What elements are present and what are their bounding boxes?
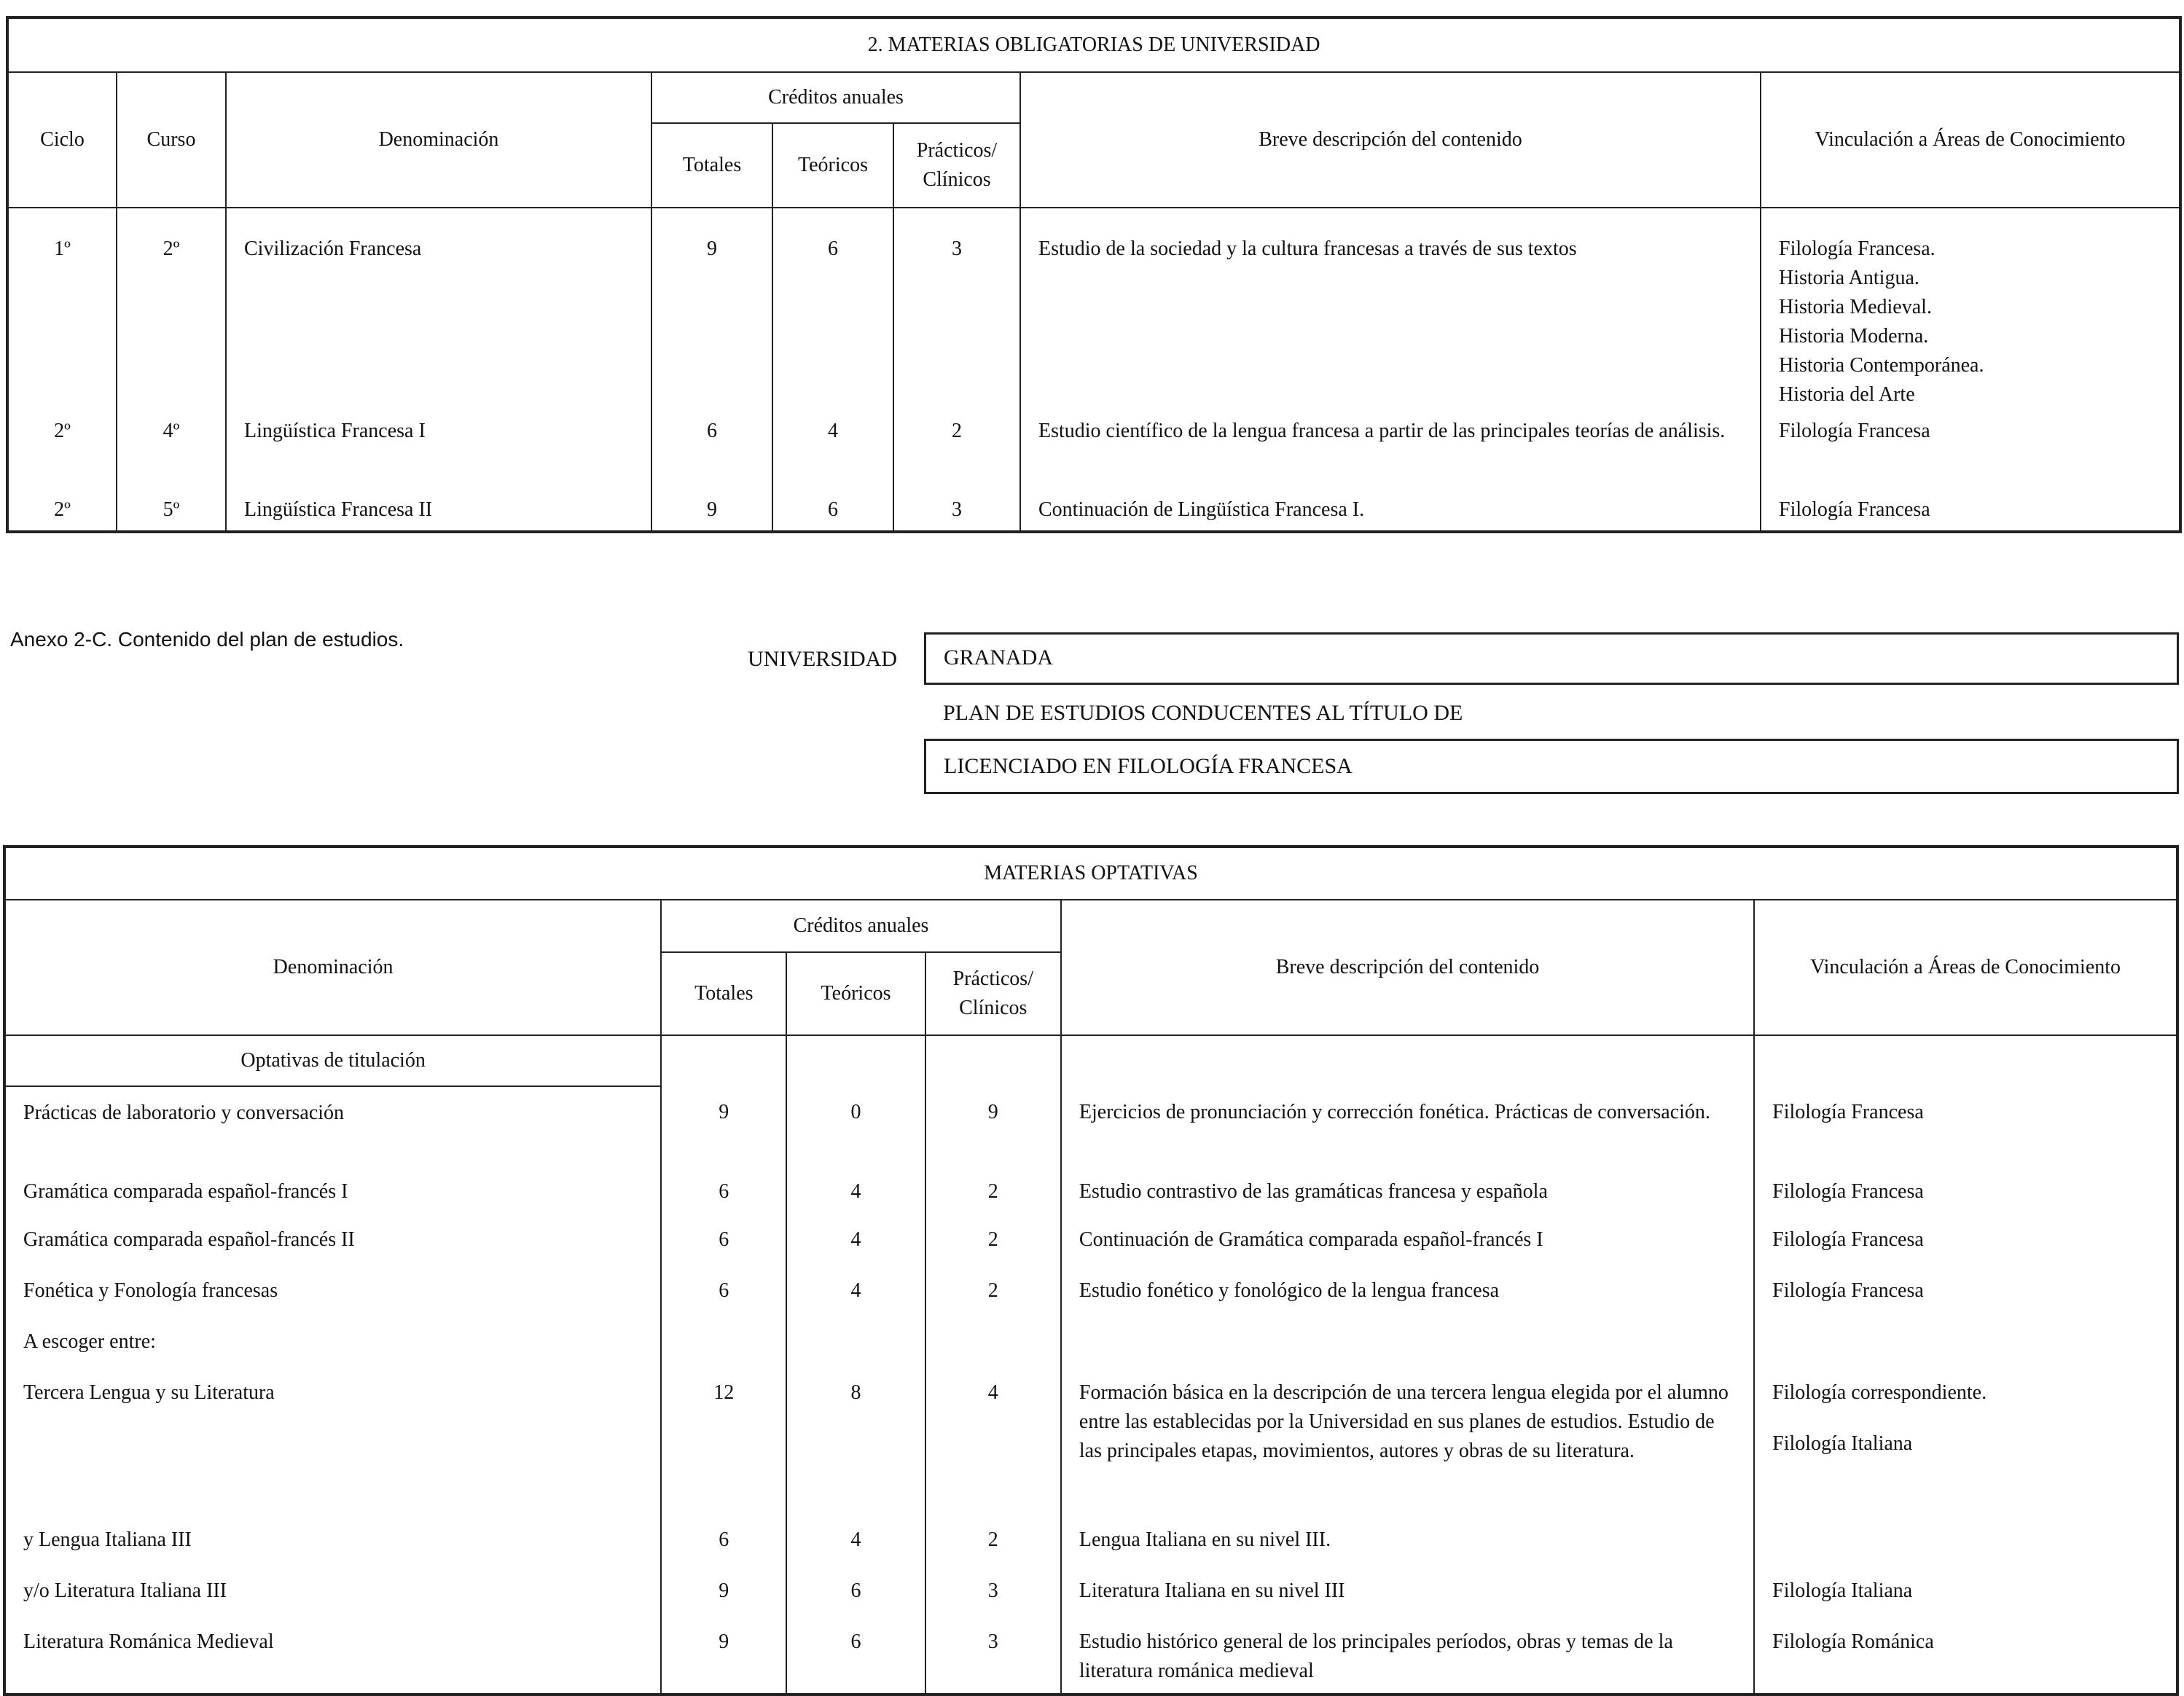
area-item: Historia Medieval.: [1779, 296, 1932, 318]
ciclo-cell: 1º: [7, 208, 117, 409]
curso-cell: 2º: [117, 208, 226, 409]
teoricos-cell: 6: [772, 208, 893, 409]
descripcion-cell: Continuación de Lingüística Francesa I.: [1020, 490, 1761, 532]
ciclo-cell: 2º: [7, 490, 117, 532]
optativas-title: MATERIAS OPTATIVAS: [4, 847, 2177, 900]
teoricos-cell: 0: [786, 1086, 925, 1167]
teoricos-cell: 8: [786, 1371, 925, 1518]
curso-cell: 4º: [117, 409, 226, 490]
table-row: [4, 1218, 2177, 1269]
teoricos-cell: 6: [786, 1620, 925, 1695]
header-descripcion: Breve descripción del contenido: [1061, 900, 1754, 1035]
header-denominacion: Denominación: [226, 72, 651, 208]
descripcion-cell: Literatura Italiana en su nivel III: [1061, 1569, 1754, 1620]
areas-cell: Filología Francesa: [1754, 1269, 2177, 1320]
table-row: [4, 1167, 2177, 1218]
curso-cell: 5º: [117, 490, 226, 532]
header-denominacion: Denominación: [4, 900, 661, 1035]
header-practicos: Prácticos/ Clínicos: [925, 952, 1061, 1035]
denominacion-cell: Literatura Románica Medieval: [4, 1620, 661, 1695]
denominacion-cell: Gramática comparada español-francés II: [4, 1218, 661, 1269]
areas-cell: Filología Románica: [1754, 1620, 2177, 1695]
areas-cell: Filología Francesa: [1754, 1218, 2177, 1269]
denominacion-cell: Lingüística Francesa I: [226, 409, 651, 490]
descripcion-cell: Estudio contrastivo de las gramáticas francesa y española: [1061, 1167, 1754, 1218]
areas-cell: [1754, 1518, 2177, 1569]
table-row: [7, 208, 2180, 409]
titulo-box: LICENCIADO EN FILOLOGÍA FRANCESA: [924, 739, 2179, 794]
denominacion-cell: y/o Literatura Italiana III: [4, 1569, 661, 1620]
totales-cell: 9: [661, 1569, 786, 1620]
header-totales: Totales: [651, 123, 772, 208]
descripcion-cell: Estudio de la sociedad y la cultura francesas a través de sus textos: [1020, 208, 1761, 409]
descripcion-cell: Continuación de Gramática comparada español-francés I: [1061, 1218, 1754, 1269]
header-creditos: Créditos anuales: [651, 72, 1020, 123]
areas-cell: Filología Francesa: [1761, 409, 2180, 490]
denominacion-cell: Tercera Lengua y su Literatura: [4, 1371, 661, 1518]
header-practicos: Prácticos/ Clínicos: [893, 123, 1020, 208]
universidad-label: UNIVERSIDAD: [748, 647, 897, 671]
table-row: [7, 490, 2180, 532]
teoricos-cell: 4: [786, 1269, 925, 1320]
totales-cell: 6: [661, 1269, 786, 1320]
descripcion-cell: Estudio fonético y fonológico de la lengua francesa: [1061, 1269, 1754, 1320]
table-row: [4, 1320, 2177, 1371]
table-row: [7, 409, 2180, 490]
universidad-box: GRANADA: [924, 632, 2179, 685]
practicos-cell: 3: [893, 490, 1020, 532]
denominacion-cell: Civilización Francesa: [226, 208, 651, 409]
obligatorias-title: 2. MATERIAS OBLIGATORIAS DE UNIVERSIDAD: [7, 17, 2180, 72]
header-vinculacion: Vinculación a Áreas de Conocimiento: [1761, 72, 2180, 208]
header-creditos: Créditos anuales: [661, 900, 1061, 952]
header-curso: Curso: [117, 72, 226, 208]
table-row: [4, 1518, 2177, 1569]
teoricos-cell: 6: [772, 490, 893, 532]
totales-cell: 9: [661, 1086, 786, 1167]
header-ciclo: Ciclo: [7, 72, 117, 208]
area-item: Filología correspondiente.: [1772, 1381, 1987, 1404]
header-totales: Totales: [661, 952, 786, 1035]
practicos-cell: 2: [925, 1518, 1061, 1569]
teoricos-cell: 4: [786, 1167, 925, 1218]
teoricos-cell: 4: [772, 409, 893, 490]
area-item: Filología Italiana: [1772, 1432, 1913, 1455]
denominacion-cell: Gramática comparada español-francés I: [4, 1167, 661, 1218]
table-row: [4, 1269, 2177, 1320]
area-item: Historia del Arte: [1779, 383, 1915, 406]
totales-cell: 6: [661, 1518, 786, 1569]
areas-cell: Filología Francesa: [1761, 490, 2180, 532]
totales-cell: 6: [651, 409, 772, 490]
section-optativas-titulacion: Optativas de titulación: [4, 1035, 661, 1086]
table-row: [4, 1086, 2177, 1167]
areas-cell: [1761, 208, 2180, 409]
practicos-cell: 2: [925, 1167, 1061, 1218]
descripcion-cell: Estudio histórico general de los principales períodos, obras y temas de la literatura románica medieval: [1061, 1620, 1754, 1695]
denominacion-cell: Fonética y Fonología francesas: [4, 1269, 661, 1320]
obligatorias-table: [6, 16, 2182, 533]
teoricos-cell: 4: [786, 1218, 925, 1269]
plan-label: PLAN DE ESTUDIOS CONDUCENTES AL TÍTULO DE: [943, 701, 1463, 725]
anexo-label: Anexo 2-C. Contenido del plan de estudios.: [10, 628, 404, 651]
practicos-cell: 3: [925, 1620, 1061, 1695]
practicos-cell: 4: [925, 1371, 1061, 1518]
areas-cell: Filología Italiana: [1754, 1569, 2177, 1620]
teoricos-cell: 6: [786, 1569, 925, 1620]
denominacion-cell: A escoger entre:: [4, 1320, 661, 1371]
denominacion-cell: Prácticas de laboratorio y conversación: [4, 1086, 661, 1167]
table-row: [4, 1620, 2177, 1695]
areas-cell: Filología Francesa: [1754, 1086, 2177, 1167]
practicos-cell: 9: [925, 1086, 1061, 1167]
totales-cell: 6: [661, 1167, 786, 1218]
practicos-cell: 2: [925, 1269, 1061, 1320]
practicos-cell: 2: [925, 1218, 1061, 1269]
totales-cell: 9: [651, 208, 772, 409]
teoricos-cell: 4: [786, 1518, 925, 1569]
descripcion-cell: Estudio científico de la lengua francesa a partir de las principales teorías de análisis.: [1020, 409, 1761, 490]
optativas-table: [3, 845, 2179, 1696]
header-vinculacion: Vinculación a Áreas de Conocimiento: [1754, 900, 2177, 1035]
areas-cell: Filología Francesa: [1754, 1167, 2177, 1218]
denominacion-cell: y Lengua Italiana III: [4, 1518, 661, 1569]
area-item: Historia Moderna.: [1779, 325, 1929, 348]
descripcion-cell: Ejercicios de pronunciación y corrección fonética. Prácticas de conversación.: [1061, 1086, 1754, 1167]
ciclo-cell: 2º: [7, 409, 117, 490]
totales-cell: 9: [661, 1620, 786, 1695]
practicos-cell: 3: [893, 208, 1020, 409]
practicos-cell: 3: [925, 1569, 1061, 1620]
denominacion-cell: Lingüística Francesa II: [226, 490, 651, 532]
areas-cell: [1754, 1371, 2177, 1518]
table-row: [4, 1569, 2177, 1620]
header-descripcion: Breve descripción del contenido: [1020, 72, 1761, 208]
area-item: Filología Francesa.: [1779, 237, 1936, 260]
table-row: [4, 1371, 2177, 1518]
area-item: Historia Antigua.: [1779, 267, 1919, 289]
totales-cell: 12: [661, 1371, 786, 1518]
header-teoricos: Teóricos: [786, 952, 925, 1035]
descripcion-cell: Lengua Italiana en su nivel III.: [1061, 1518, 1754, 1569]
area-item: Historia Contemporánea.: [1779, 354, 1984, 377]
header-teoricos: Teóricos: [772, 123, 893, 208]
practicos-cell: 2: [893, 409, 1020, 490]
totales-cell: 6: [661, 1218, 786, 1269]
descripcion-cell: Formación básica en la descripción de una tercera lengua elegida por el alumno entre las establecidas por la Universidad en sus planes de estudios. Estudio de las principales etapas, movimientos, autores y obras de su literatura.: [1061, 1371, 1754, 1518]
totales-cell: 9: [651, 490, 772, 532]
